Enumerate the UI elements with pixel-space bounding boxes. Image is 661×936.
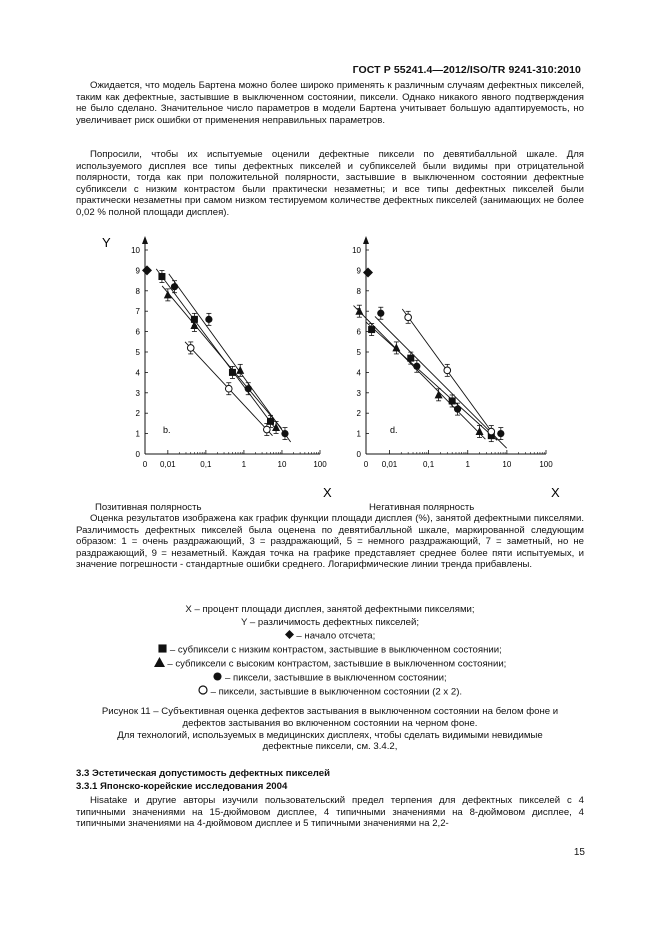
y-tick-label: 1 xyxy=(356,429,361,439)
y-tick-label: 10 xyxy=(131,246,140,255)
figure-caption-line2: дефектов застывания во включенном состоянии на черном фоне. xyxy=(182,717,478,729)
chart-positive-polarity xyxy=(90,228,340,503)
y-tick-label: 5 xyxy=(135,348,140,357)
caption-positive: Позитивная полярность xyxy=(95,502,202,513)
legend-origin-text: – начало отсчета; xyxy=(296,630,376,642)
y-tick-label: 6 xyxy=(135,327,140,337)
y-tick-label: 2 xyxy=(135,409,140,419)
y-axis-arrow xyxy=(363,236,369,244)
figure-legend xyxy=(76,604,584,699)
triangle-icon xyxy=(154,657,165,667)
legend-pixels-text: – пиксели, застывшие в выключенном состоянии; xyxy=(225,671,447,683)
x-tick-label: 0,1 xyxy=(423,460,435,469)
paragraph-results xyxy=(76,513,584,571)
y-tick-label: 3 xyxy=(135,388,140,398)
paragraph-hisatake-text: Hisatake и другие авторы изучили пользовательский предел терпения для дефектных пикселей с 4 типичными значениями на 15-дюймовом дисплее, 4 типичными значениями на 8-дюймовом дисплее, 4 типичными значениями на 4-дюймовом дисплее и 5 типичными значениями на 2,2- xyxy=(76,795,584,830)
paragraph-hisatake xyxy=(76,795,584,830)
caption-negative: Негативная полярность xyxy=(369,502,475,513)
legend-y-text: Y – различимость дефектных пикселей; xyxy=(241,617,419,629)
legend-x-text: X – процент площади дисплея, занятой дефектными пикселями; xyxy=(185,604,475,615)
marker-circle-filled xyxy=(377,310,384,317)
y-tick-label: 9 xyxy=(135,266,140,276)
section-heading-3-3: 3.3 Эстетическая допустимость дефектных пикселей xyxy=(76,768,331,779)
x-tick-label: 0,1 xyxy=(200,460,212,469)
figure-caption-line4: дефектные пиксели, см. 3.4.2, xyxy=(262,741,398,753)
y-tick-label: 2 xyxy=(356,409,361,419)
y-tick-label: 5 xyxy=(356,348,361,357)
diamond-icon xyxy=(285,630,294,639)
y-tick-label: 6 xyxy=(356,327,361,337)
legend-pixels-2x2 xyxy=(76,685,584,699)
y-tick-label: 4 xyxy=(356,368,361,378)
marker-square xyxy=(368,326,375,333)
marker-circle-filled xyxy=(454,406,461,413)
x-axis-letter: X xyxy=(323,485,332,500)
figure-caption xyxy=(40,706,620,753)
open-circle-icon xyxy=(198,685,208,695)
legend-high-contrast xyxy=(76,657,584,671)
panel-label-d: d. xyxy=(390,425,398,435)
document-header: ГОСТ Р 55241.4—2012/ISO/TR 9241-310:2010 xyxy=(352,64,581,76)
data-markers xyxy=(355,267,504,441)
marker-circle-filled xyxy=(497,430,504,437)
marker-triangle xyxy=(476,427,484,435)
y-axis-arrow xyxy=(142,236,148,244)
y-tick-label: 8 xyxy=(135,286,140,296)
marker-circle-filled xyxy=(281,430,288,437)
x-tick-label: 10 xyxy=(502,460,512,469)
panel-label-b: b. xyxy=(163,425,171,435)
paragraph-rating-text: Попросили, чтобы их испытуемые оценили дефектные пиксели по девятибалльной шкале. Для используемого дисплея все типы дефектных пикселей и субпикселей были видимы при отрицательной полярности, тогда как при положительной полярности, застывшие в выключенном состоянии дефектные субпиксели с низким контрастом были практически незаметны; и все типы дефектных пикселей были практически незаметны при самом низком тестируемом количестве дефектных пикселей (занимающих не более 0,02 % полной площади дисплея). xyxy=(76,149,584,218)
marker-circle-open xyxy=(187,345,194,352)
x-tick-label: 10 xyxy=(277,460,287,469)
marker-circle-open xyxy=(264,426,271,433)
x-tick-label: 0,01 xyxy=(381,460,398,469)
trend-line xyxy=(162,286,282,429)
legend-origin xyxy=(76,630,584,643)
y-tick-label: 8 xyxy=(356,286,361,296)
marker-square xyxy=(229,369,236,376)
data-markers xyxy=(142,265,289,439)
trend-line xyxy=(402,309,497,439)
marker-circle-open xyxy=(488,428,495,435)
x-tick-label: 0 xyxy=(142,460,148,469)
paragraph-barten-text: Ожидается, что модель Бартена можно более широко применять к различным случаям дефектных пикселей, таким как дефектные, застывшие в выключенном состоянии, пиксели. Однако никакого явного подтверждения не было сделано. Значительное число параметров в модели Бартена учитывает большую адаптируемость, но увеличивает риск ошибки от применения неправильных параметров. xyxy=(76,80,584,126)
marker-circle-filled xyxy=(171,283,178,290)
legend-pixels xyxy=(76,672,584,685)
marker-circle-open xyxy=(444,367,451,374)
x-tick-label: 100 xyxy=(313,460,327,469)
marker-circle-filled xyxy=(413,363,420,370)
marker-circle-open xyxy=(225,385,232,392)
page-number: 15 xyxy=(573,847,585,858)
y-tick-label: 4 xyxy=(135,368,140,378)
marker-origin xyxy=(363,267,373,277)
legend-low-contrast-text: – субпиксели с низким контрастом, застывшие в выключенном состоянии; xyxy=(169,643,502,655)
paragraph-barten xyxy=(76,80,584,126)
legend-x xyxy=(76,604,584,617)
marker-square xyxy=(407,355,414,362)
section-heading-3-3-1: 3.3.1 Японско-корейские исследования 2004 xyxy=(76,781,288,792)
x-tick-label: 1 xyxy=(465,460,470,469)
marker-circle-open xyxy=(405,314,412,321)
marker-triangle xyxy=(236,366,244,374)
legend-y xyxy=(76,617,584,630)
y-axis-letter: Y xyxy=(102,235,111,250)
figure-caption-line1: Рисунок 11 – Субъективная оценка дефектов застывания в выключенном состоянии на белом фоне и xyxy=(101,706,559,717)
figure-caption-line3: Для технологий, используемых в медицинских дисплеях, чтобы сделать видимыми невидимые xyxy=(117,729,543,741)
y-tick-label: 7 xyxy=(135,307,140,317)
marker-square xyxy=(158,273,165,280)
x-axis-letter-right: X xyxy=(551,485,560,500)
marker-square xyxy=(449,397,456,404)
marker-triangle xyxy=(164,290,172,298)
trend-line xyxy=(353,306,485,440)
legend-low-contrast xyxy=(76,644,584,657)
axis-ticks xyxy=(352,236,553,469)
axis-ticks xyxy=(131,236,327,469)
paragraph-results-text: Оценка результатов изображена как график функции площади дисплея (%), занятой дефектными пикселями. Различимость дефектных пикселей была оценена по девятибалльной шкале, маркированной следующим образом: 1 = очень раздражающий, 3 = раздражающий, 5 = немного раздражающий, 7 = заметный, но не раздражающий, 9 = незаметный. Каждая точка на графике представляет среднее более пяти испытуемых, и значение погрешности - стандартные ошибки среднего. Логарифмические линии тренда прибавлены. xyxy=(76,513,584,571)
marker-circle-filled xyxy=(245,385,252,392)
y-tick-label: 9 xyxy=(356,266,361,276)
y-tick-label: 10 xyxy=(352,246,361,255)
y-tick-label: 0 xyxy=(356,450,361,459)
legend-high-contrast-text: – субпиксели с высоким контрастом, застывшие в выключенном состоянии; xyxy=(167,658,507,670)
y-tick-label: 3 xyxy=(356,388,361,398)
trend-line xyxy=(366,322,497,441)
y-tick-label: 0 xyxy=(135,450,140,459)
filled-circle-icon xyxy=(213,672,222,681)
x-tick-label: 100 xyxy=(539,460,553,469)
marker-circle-filled xyxy=(205,316,212,323)
legend-pixels-2x2-text: – пиксели, застывшие в выключенном состоянии (2 х 2). xyxy=(210,686,463,698)
chart-negative-polarity xyxy=(312,228,574,503)
trend-lines xyxy=(353,306,506,449)
x-tick-label: 0 xyxy=(363,460,369,469)
square-icon xyxy=(158,644,167,653)
paragraph-rating xyxy=(76,149,584,219)
x-tick-label: 0,01 xyxy=(160,460,176,469)
x-tick-label: 1 xyxy=(241,460,247,469)
y-tick-label: 1 xyxy=(135,429,140,439)
trend-line xyxy=(169,274,291,442)
marker-origin xyxy=(142,265,152,275)
